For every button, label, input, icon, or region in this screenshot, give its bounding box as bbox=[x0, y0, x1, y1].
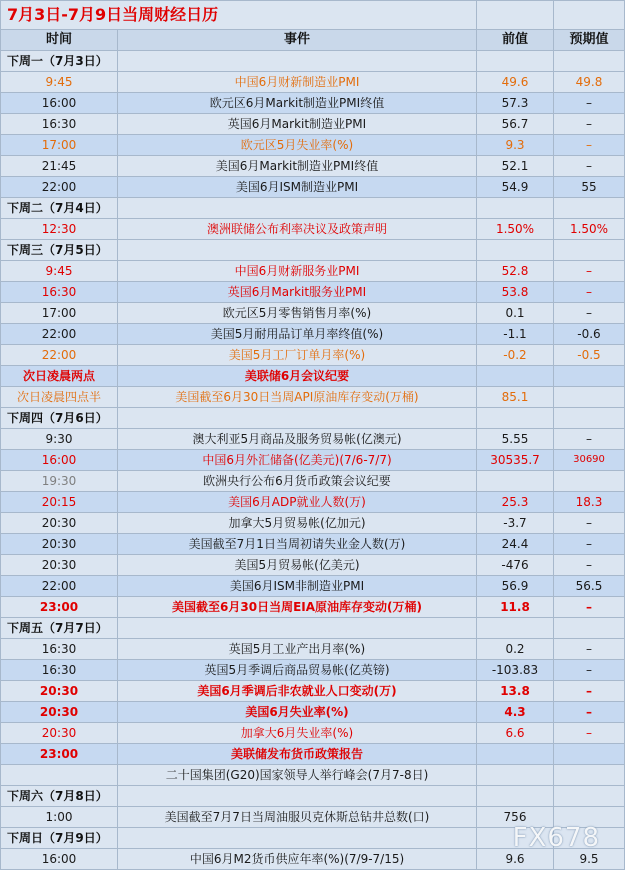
event-row bbox=[1, 219, 625, 240]
day-filler-forecast bbox=[554, 786, 625, 807]
event-name: 欧元区5月失业率(%) bbox=[118, 135, 477, 156]
event-time: 23:00 bbox=[1, 597, 118, 618]
header-forecast: 预期值 bbox=[554, 30, 625, 51]
event-name: 欧元区5月零售销售月率(%) bbox=[118, 303, 477, 324]
previous-value: -476 bbox=[477, 555, 554, 576]
calendar-title: 7月3日-7月9日当周财经日历 bbox=[1, 1, 477, 30]
forecast-value: 1.50% bbox=[554, 219, 625, 240]
event-name: 美国5月耐用品订单月率终值(%) bbox=[118, 324, 477, 345]
forecast-value: 56.5 bbox=[554, 576, 625, 597]
event-row bbox=[1, 366, 625, 387]
event-name: 美国截至7月7日当周油服贝克休斯总钻井总数(口) bbox=[118, 807, 477, 828]
event-name: 美国5月工厂订单月率(%) bbox=[118, 345, 477, 366]
event-name: 美国6月ADP就业人数(万) bbox=[118, 492, 477, 513]
event-row bbox=[1, 282, 625, 303]
day-filler-previous bbox=[477, 51, 554, 72]
event-name: 美国6月ISM非制造业PMI bbox=[118, 576, 477, 597]
day-header-row bbox=[1, 618, 625, 639]
event-row bbox=[1, 345, 625, 366]
previous-value bbox=[477, 366, 554, 387]
forecast-value: – bbox=[554, 681, 625, 702]
header-row bbox=[1, 30, 625, 51]
event-name: 美国截至6月30日当周EIA原油库存变动(万桶) bbox=[118, 597, 477, 618]
previous-value: -3.7 bbox=[477, 513, 554, 534]
day-label: 下周一（7月3日） bbox=[1, 51, 118, 72]
forecast-value bbox=[554, 471, 625, 492]
previous-value: 756 bbox=[477, 807, 554, 828]
previous-value: 57.3 bbox=[477, 93, 554, 114]
forecast-value: -0.5 bbox=[554, 345, 625, 366]
forecast-value: 55 bbox=[554, 177, 625, 198]
day-header-row bbox=[1, 786, 625, 807]
event-time: 次日凌晨两点 bbox=[1, 366, 118, 387]
event-row bbox=[1, 639, 625, 660]
forecast-value: – bbox=[554, 93, 625, 114]
day-filler-previous bbox=[477, 240, 554, 261]
previous-value: -103.83 bbox=[477, 660, 554, 681]
event-time: 20:30 bbox=[1, 534, 118, 555]
watermark-logo: FX678 bbox=[512, 823, 600, 853]
previous-value: 52.8 bbox=[477, 261, 554, 282]
previous-value: 0.1 bbox=[477, 303, 554, 324]
previous-value: 4.3 bbox=[477, 702, 554, 723]
event-time: 16:30 bbox=[1, 282, 118, 303]
forecast-value: – bbox=[554, 135, 625, 156]
event-name: 美国截至7月1日当周初请失业金人数(万) bbox=[118, 534, 477, 555]
event-row bbox=[1, 681, 625, 702]
previous-value bbox=[477, 744, 554, 765]
event-name: 英国5月季调后商品贸易帐(亿英镑) bbox=[118, 660, 477, 681]
forecast-value: – bbox=[554, 282, 625, 303]
event-name: 英国5月工业产出月率(%) bbox=[118, 639, 477, 660]
previous-value: -0.2 bbox=[477, 345, 554, 366]
event-name: 中国6月财新制造业PMI bbox=[118, 72, 477, 93]
previous-value: 53.8 bbox=[477, 282, 554, 303]
previous-value: 85.1 bbox=[477, 387, 554, 408]
event-row bbox=[1, 429, 625, 450]
forecast-value: – bbox=[554, 429, 625, 450]
previous-value: 6.6 bbox=[477, 723, 554, 744]
day-label: 下周六（7月8日） bbox=[1, 786, 118, 807]
event-time: 9:45 bbox=[1, 72, 118, 93]
forecast-value: – bbox=[554, 534, 625, 555]
previous-value: 56.7 bbox=[477, 114, 554, 135]
event-name: 美国6月季调后非农就业人口变动(万) bbox=[118, 681, 477, 702]
header-event: 事件 bbox=[118, 30, 477, 51]
forecast-value: 30690 bbox=[554, 450, 625, 471]
event-time: 20:30 bbox=[1, 513, 118, 534]
day-filler-event bbox=[118, 51, 477, 72]
event-time: 次日凌晨四点半 bbox=[1, 387, 118, 408]
event-name: 加拿大6月失业率(%) bbox=[118, 723, 477, 744]
day-filler-event bbox=[118, 786, 477, 807]
day-filler-event bbox=[118, 618, 477, 639]
event-row bbox=[1, 492, 625, 513]
event-row bbox=[1, 702, 625, 723]
forecast-value: 9.5 bbox=[554, 849, 625, 870]
forecast-value: 49.8 bbox=[554, 72, 625, 93]
event-time: 16:00 bbox=[1, 849, 118, 870]
event-time: 19:30 bbox=[1, 471, 118, 492]
day-filler-forecast bbox=[554, 51, 625, 72]
event-row bbox=[1, 723, 625, 744]
day-filler-previous bbox=[477, 786, 554, 807]
event-name: 中国6月财新服务业PMI bbox=[118, 261, 477, 282]
previous-value: 1.50% bbox=[477, 219, 554, 240]
previous-value bbox=[477, 471, 554, 492]
day-header-row bbox=[1, 408, 625, 429]
event-name: 中国6月M2货币供应年率(%)(7/9-7/15) bbox=[118, 849, 477, 870]
event-name: 美国6月ISM制造业PMI bbox=[118, 177, 477, 198]
event-row bbox=[1, 324, 625, 345]
forecast-value: – bbox=[554, 114, 625, 135]
event-time: 20:30 bbox=[1, 555, 118, 576]
event-row bbox=[1, 93, 625, 114]
event-row bbox=[1, 576, 625, 597]
previous-value: 56.9 bbox=[477, 576, 554, 597]
event-name: 英国6月Markit制造业PMI bbox=[118, 114, 477, 135]
forecast-value bbox=[554, 744, 625, 765]
event-time: 9:45 bbox=[1, 261, 118, 282]
event-time: 17:00 bbox=[1, 135, 118, 156]
forecast-value: – bbox=[554, 597, 625, 618]
event-row bbox=[1, 72, 625, 93]
event-name: 欧洲央行公布6月货币政策会议纪要 bbox=[118, 471, 477, 492]
event-name: 美联储6月会议纪要 bbox=[118, 366, 477, 387]
day-filler-forecast bbox=[554, 618, 625, 639]
previous-value: 11.8 bbox=[477, 597, 554, 618]
event-time: 12:30 bbox=[1, 219, 118, 240]
forecast-value: – bbox=[554, 261, 625, 282]
day-filler-event bbox=[118, 198, 477, 219]
previous-value: 25.3 bbox=[477, 492, 554, 513]
forecast-value: – bbox=[554, 639, 625, 660]
day-label: 下周四（7月6日） bbox=[1, 408, 118, 429]
day-filler-forecast bbox=[554, 240, 625, 261]
day-filler-event bbox=[118, 240, 477, 261]
event-row bbox=[1, 114, 625, 135]
previous-value: 52.1 bbox=[477, 156, 554, 177]
day-filler-previous bbox=[477, 618, 554, 639]
day-filler-previous bbox=[477, 198, 554, 219]
title-filler-cell bbox=[554, 1, 625, 30]
event-row bbox=[1, 261, 625, 282]
day-label: 下周五（7月7日） bbox=[1, 618, 118, 639]
day-filler-forecast bbox=[554, 408, 625, 429]
event-name: 美国6月失业率(%) bbox=[118, 702, 477, 723]
event-time: 16:30 bbox=[1, 660, 118, 681]
day-header-row bbox=[1, 198, 625, 219]
header-previous: 前值 bbox=[477, 30, 554, 51]
event-time: 16:00 bbox=[1, 93, 118, 114]
forecast-value bbox=[554, 366, 625, 387]
forecast-value: – bbox=[554, 723, 625, 744]
previous-value: 9.3 bbox=[477, 135, 554, 156]
previous-value: 54.9 bbox=[477, 177, 554, 198]
event-name: 澳大利亚5月商品及服务贸易帐(亿澳元) bbox=[118, 429, 477, 450]
event-row bbox=[1, 513, 625, 534]
previous-value: 13.8 bbox=[477, 681, 554, 702]
previous-value bbox=[477, 765, 554, 786]
header-time: 时间 bbox=[1, 30, 118, 51]
previous-value: 30535.7 bbox=[477, 450, 554, 471]
event-time: 22:00 bbox=[1, 576, 118, 597]
event-time bbox=[1, 765, 118, 786]
event-time: 9:30 bbox=[1, 429, 118, 450]
event-row bbox=[1, 450, 625, 471]
event-name: 二十国集团(G20)国家领导人举行峰会(7月7-8日) bbox=[118, 765, 477, 786]
previous-value: 9.6 bbox=[477, 849, 554, 870]
forecast-value bbox=[554, 387, 625, 408]
forecast-value: – bbox=[554, 555, 625, 576]
forecast-value: – bbox=[554, 303, 625, 324]
event-name: 英国6月Markit服务业PMI bbox=[118, 282, 477, 303]
event-row bbox=[1, 471, 625, 492]
day-filler-event bbox=[118, 408, 477, 429]
event-row bbox=[1, 765, 625, 786]
day-label: 下周二（7月4日） bbox=[1, 198, 118, 219]
event-time: 16:30 bbox=[1, 639, 118, 660]
event-time: 22:00 bbox=[1, 177, 118, 198]
event-row bbox=[1, 387, 625, 408]
previous-value: -1.1 bbox=[477, 324, 554, 345]
day-label: 下周三（7月5日） bbox=[1, 240, 118, 261]
event-name: 中国6月外汇储备(亿美元)(7/6-7/7) bbox=[118, 450, 477, 471]
event-time: 20:30 bbox=[1, 702, 118, 723]
event-time: 23:00 bbox=[1, 744, 118, 765]
title-row bbox=[1, 1, 625, 30]
event-time: 17:00 bbox=[1, 303, 118, 324]
event-name: 美国截至6月30日当周API原油库存变动(万桶) bbox=[118, 387, 477, 408]
previous-value: 0.2 bbox=[477, 639, 554, 660]
event-name: 澳洲联储公布利率决议及政策声明 bbox=[118, 219, 477, 240]
forecast-value: 18.3 bbox=[554, 492, 625, 513]
event-time: 20:30 bbox=[1, 723, 118, 744]
event-time: 1:00 bbox=[1, 807, 118, 828]
forecast-value: -0.6 bbox=[554, 324, 625, 345]
event-row bbox=[1, 135, 625, 156]
event-time: 20:30 bbox=[1, 681, 118, 702]
day-header-row bbox=[1, 51, 625, 72]
forecast-value bbox=[554, 765, 625, 786]
event-row bbox=[1, 177, 625, 198]
event-name: 加拿大5月贸易帐(亿加元) bbox=[118, 513, 477, 534]
event-name: 美联储发布货币政策报告 bbox=[118, 744, 477, 765]
day-filler-event bbox=[118, 828, 477, 849]
day-label: 下周日（7月9日） bbox=[1, 828, 118, 849]
forecast-value: – bbox=[554, 702, 625, 723]
forecast-value: – bbox=[554, 513, 625, 534]
event-row bbox=[1, 660, 625, 681]
event-time: 20:15 bbox=[1, 492, 118, 513]
event-row bbox=[1, 156, 625, 177]
event-time: 16:30 bbox=[1, 114, 118, 135]
event-row bbox=[1, 555, 625, 576]
event-time: 22:00 bbox=[1, 345, 118, 366]
title-filler-cell bbox=[477, 1, 554, 30]
event-name: 美国5月贸易帐(亿美元) bbox=[118, 555, 477, 576]
day-header-row bbox=[1, 240, 625, 261]
forecast-value: – bbox=[554, 156, 625, 177]
event-row bbox=[1, 597, 625, 618]
event-row bbox=[1, 534, 625, 555]
previous-value: 24.4 bbox=[477, 534, 554, 555]
event-time: 16:00 bbox=[1, 450, 118, 471]
event-time: 21:45 bbox=[1, 156, 118, 177]
previous-value: 5.55 bbox=[477, 429, 554, 450]
event-name: 美国6月Markit制造业PMI终值 bbox=[118, 156, 477, 177]
day-filler-forecast bbox=[554, 198, 625, 219]
event-name: 欧元区6月Markit制造业PMI终值 bbox=[118, 93, 477, 114]
day-filler-previous bbox=[477, 408, 554, 429]
previous-value: 49.6 bbox=[477, 72, 554, 93]
event-row bbox=[1, 744, 625, 765]
event-time: 22:00 bbox=[1, 324, 118, 345]
forecast-value: – bbox=[554, 660, 625, 681]
event-row bbox=[1, 303, 625, 324]
